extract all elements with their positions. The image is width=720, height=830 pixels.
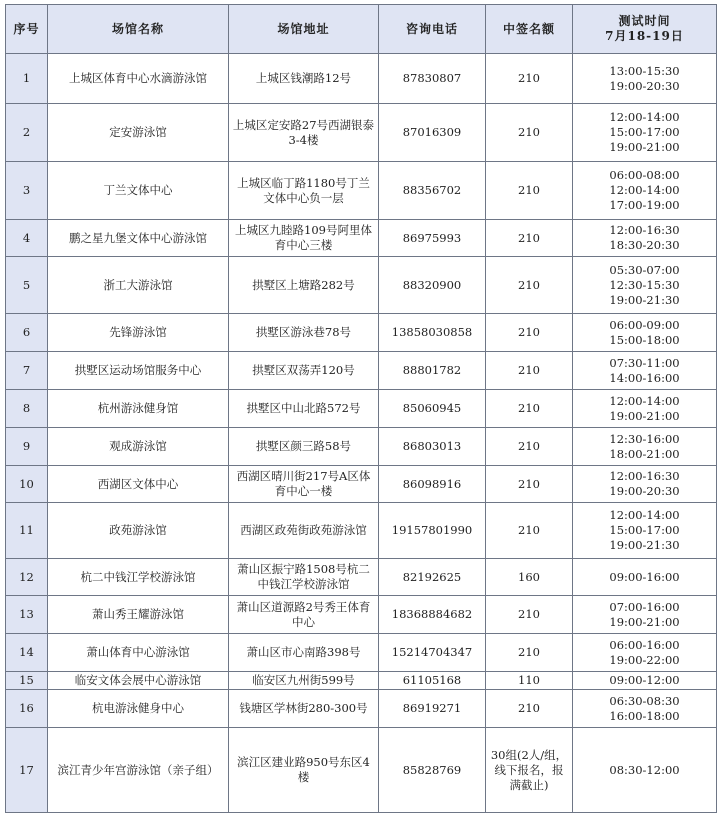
venue-phone: 87830807 bbox=[379, 54, 486, 104]
time-slot: 19:00-21:00 bbox=[609, 408, 680, 423]
venue-name: 萧山体育中心游泳馆 bbox=[48, 634, 229, 672]
time-slot: 15:00-18:00 bbox=[609, 332, 680, 347]
venue-address: 拱墅区中山北路572号 bbox=[229, 390, 379, 428]
time-slot: 09:00-16:00 bbox=[609, 569, 680, 584]
row-number: 12 bbox=[6, 559, 48, 596]
table-row bbox=[6, 466, 717, 503]
table-row bbox=[6, 503, 717, 559]
venue-address: 上城区定安路27号西湖银泰3-4楼 bbox=[229, 104, 379, 162]
test-times bbox=[573, 728, 717, 813]
time-slot: 19:00-22:00 bbox=[609, 652, 680, 667]
time-slot: 18:30-20:30 bbox=[609, 238, 680, 252]
row-number: 3 bbox=[6, 162, 48, 220]
header-test-time bbox=[573, 5, 717, 54]
venue-quota: 30组(2人/组，线下报名，报满截止) bbox=[486, 728, 573, 813]
venue-quota: 210 bbox=[486, 220, 573, 257]
test-times bbox=[573, 390, 717, 428]
venue-phone: 86098916 bbox=[379, 466, 486, 503]
table-row bbox=[6, 596, 717, 634]
time-slot: 05:30-07:00 bbox=[609, 262, 680, 277]
venue-name: 西湖区文体中心 bbox=[48, 466, 229, 503]
venue-name: 观成游泳馆 bbox=[48, 428, 229, 466]
venue-quota: 210 bbox=[486, 596, 573, 634]
table-row bbox=[6, 54, 717, 104]
venue-name: 上城区体育中心水滴游泳馆 bbox=[48, 54, 229, 104]
venue-quota: 210 bbox=[486, 634, 573, 672]
venue-quota: 210 bbox=[486, 503, 573, 559]
venue-quota: 210 bbox=[486, 104, 573, 162]
time-slot: 07:00-16:00 bbox=[609, 599, 680, 614]
test-times bbox=[573, 559, 717, 596]
row-number: 10 bbox=[6, 466, 48, 503]
venue-quota: 210 bbox=[486, 314, 573, 352]
test-times bbox=[573, 634, 717, 672]
table-row bbox=[6, 672, 717, 690]
venue-address: 拱墅区上塘路282号 bbox=[229, 257, 379, 314]
time-slot: 06:00-08:00 bbox=[609, 168, 680, 182]
time-slot: 09:00-12:00 bbox=[609, 673, 680, 687]
test-times bbox=[573, 690, 717, 728]
test-times bbox=[573, 314, 717, 352]
header-test-date: 7月18-19日 bbox=[605, 29, 684, 43]
venue-name: 政苑游泳馆 bbox=[48, 503, 229, 559]
time-slot: 12:30-16:00 bbox=[609, 431, 680, 446]
venue-phone: 13858030858 bbox=[379, 314, 486, 352]
venue-name: 先锋游泳馆 bbox=[48, 314, 229, 352]
venue-name: 拱墅区运动场馆服务中心 bbox=[48, 352, 229, 390]
header-venue-address: 场馆地址 bbox=[229, 5, 379, 54]
time-slot: 19:00-21:30 bbox=[609, 538, 680, 552]
venue-address: 拱墅区游泳巷78号 bbox=[229, 314, 379, 352]
row-number: 17 bbox=[6, 728, 48, 813]
row-number: 5 bbox=[6, 257, 48, 314]
venue-phone: 86803013 bbox=[379, 428, 486, 466]
table-header-row bbox=[6, 5, 717, 54]
time-slot: 18:00-21:00 bbox=[609, 446, 680, 461]
time-slot: 15:00-17:00 bbox=[609, 523, 680, 537]
row-number: 15 bbox=[6, 672, 48, 690]
venue-name: 萧山秀王耀游泳馆 bbox=[48, 596, 229, 634]
row-number: 11 bbox=[6, 503, 48, 559]
test-times bbox=[573, 466, 717, 503]
test-times bbox=[573, 428, 717, 466]
venue-address: 拱墅区双荡弄120号 bbox=[229, 352, 379, 390]
test-times bbox=[573, 503, 717, 559]
test-times bbox=[573, 162, 717, 220]
time-slot: 16:00-18:00 bbox=[609, 708, 680, 723]
time-slot: 14:00-16:00 bbox=[609, 370, 680, 385]
venue-address: 西湖区晴川街217号A区体育中心一楼 bbox=[229, 466, 379, 503]
table-row bbox=[6, 390, 717, 428]
time-slot: 12:00-16:30 bbox=[609, 223, 680, 237]
venue-address: 滨江区建业路950号东区4楼 bbox=[229, 728, 379, 813]
table-row bbox=[6, 352, 717, 390]
venue-quota: 110 bbox=[486, 672, 573, 690]
table-row bbox=[6, 559, 717, 596]
row-number: 6 bbox=[6, 314, 48, 352]
table-body bbox=[6, 54, 717, 813]
test-times bbox=[573, 220, 717, 257]
test-times bbox=[573, 672, 717, 690]
venue-quota: 210 bbox=[486, 257, 573, 314]
time-slot: 12:00-14:00 bbox=[609, 393, 680, 408]
header-test-time-label: 测试时间 bbox=[618, 14, 671, 28]
venue-phone: 88320900 bbox=[379, 257, 486, 314]
table-row bbox=[6, 728, 717, 813]
venue-address: 临安区九州街599号 bbox=[229, 672, 379, 690]
row-number: 8 bbox=[6, 390, 48, 428]
table-row bbox=[6, 257, 717, 314]
time-slot: 19:00-21:00 bbox=[609, 614, 680, 629]
row-number: 4 bbox=[6, 220, 48, 257]
venue-name: 丁兰文体中心 bbox=[48, 162, 229, 220]
venue-quota: 210 bbox=[486, 162, 573, 220]
venue-address: 钱塘区学林街280-300号 bbox=[229, 690, 379, 728]
venue-phone: 18368884682 bbox=[379, 596, 486, 634]
row-number: 7 bbox=[6, 352, 48, 390]
venue-phone: 61105168 bbox=[379, 672, 486, 690]
time-slot: 19:00-20:30 bbox=[609, 484, 680, 498]
venue-address: 拱墅区颜三路58号 bbox=[229, 428, 379, 466]
venue-address: 萧山区道源路2号秀王体育中心 bbox=[229, 596, 379, 634]
time-slot: 12:00-14:00 bbox=[609, 183, 680, 197]
venue-phone: 85060945 bbox=[379, 390, 486, 428]
venue-phone: 86975993 bbox=[379, 220, 486, 257]
test-times bbox=[573, 352, 717, 390]
table-row bbox=[6, 428, 717, 466]
row-number: 14 bbox=[6, 634, 48, 672]
row-number: 13 bbox=[6, 596, 48, 634]
time-slot: 13:00-15:30 bbox=[609, 63, 680, 78]
test-times bbox=[573, 54, 717, 104]
venue-address: 西湖区政苑街政苑游泳馆 bbox=[229, 503, 379, 559]
test-times bbox=[573, 596, 717, 634]
time-slot: 12:00-14:00 bbox=[609, 508, 680, 522]
venue-phone: 87016309 bbox=[379, 104, 486, 162]
time-slot: 06:30-08:30 bbox=[609, 693, 680, 708]
venue-quota: 210 bbox=[486, 54, 573, 104]
time-slot: 06:00-09:00 bbox=[609, 317, 680, 332]
table-row bbox=[6, 634, 717, 672]
table-row bbox=[6, 104, 717, 162]
header-phone: 咨询电话 bbox=[379, 5, 486, 54]
time-slot: 12:30-15:30 bbox=[609, 277, 680, 292]
venue-address: 萧山区市心南路398号 bbox=[229, 634, 379, 672]
time-slot: 17:00-19:00 bbox=[609, 198, 680, 212]
time-slot: 08:30-12:00 bbox=[609, 762, 680, 777]
test-times bbox=[573, 104, 717, 162]
time-slot: 19:00-21:00 bbox=[609, 140, 680, 154]
venue-address: 上城区临丁路1180号丁兰文体中心负一层 bbox=[229, 162, 379, 220]
venue-address: 上城区九睦路109号阿里体育中心三楼 bbox=[229, 220, 379, 257]
time-slot: 12:00-16:30 bbox=[609, 469, 680, 483]
venue-name: 杭电游泳健身中心 bbox=[48, 690, 229, 728]
venue-name: 杭二中钱江学校游泳馆 bbox=[48, 559, 229, 596]
row-number: 2 bbox=[6, 104, 48, 162]
table-row bbox=[6, 162, 717, 220]
venue-name: 浙工大游泳馆 bbox=[48, 257, 229, 314]
venue-phone: 15214704347 bbox=[379, 634, 486, 672]
row-number: 9 bbox=[6, 428, 48, 466]
time-slot: 12:00-14:00 bbox=[609, 110, 680, 124]
venue-quota: 210 bbox=[486, 466, 573, 503]
time-slot: 19:00-20:30 bbox=[609, 78, 680, 93]
venue-name: 杭州游泳健身馆 bbox=[48, 390, 229, 428]
venue-phone: 88356702 bbox=[379, 162, 486, 220]
time-slot: 15:00-17:00 bbox=[609, 125, 680, 139]
pool-schedule-table bbox=[5, 4, 717, 813]
venue-quota: 210 bbox=[486, 352, 573, 390]
venue-name: 定安游泳馆 bbox=[48, 104, 229, 162]
venue-phone: 19157801990 bbox=[379, 503, 486, 559]
row-number: 16 bbox=[6, 690, 48, 728]
table-row bbox=[6, 314, 717, 352]
time-slot: 07:30-11:00 bbox=[609, 355, 680, 370]
test-times bbox=[573, 257, 717, 314]
header-quota: 中签名额 bbox=[486, 5, 573, 54]
venue-quota: 210 bbox=[486, 428, 573, 466]
venue-quota: 160 bbox=[486, 559, 573, 596]
venue-phone: 85828769 bbox=[379, 728, 486, 813]
venue-phone: 86919271 bbox=[379, 690, 486, 728]
venue-address: 萧山区振宁路1508号杭二中钱江学校游泳馆 bbox=[229, 559, 379, 596]
venue-address: 上城区钱潮路12号 bbox=[229, 54, 379, 104]
table-row bbox=[6, 220, 717, 257]
venue-name: 临安文体会展中心游泳馆 bbox=[48, 672, 229, 690]
table-row bbox=[6, 690, 717, 728]
venue-phone: 88801782 bbox=[379, 352, 486, 390]
venue-phone: 82192625 bbox=[379, 559, 486, 596]
time-slot: 06:00-16:00 bbox=[609, 637, 680, 652]
header-no: 序号 bbox=[6, 5, 48, 54]
time-slot: 19:00-21:30 bbox=[609, 292, 680, 307]
venue-name: 鹏之星九堡文体中心游泳馆 bbox=[48, 220, 229, 257]
venue-quota: 210 bbox=[486, 690, 573, 728]
venue-quota: 210 bbox=[486, 390, 573, 428]
header-venue-name: 场馆名称 bbox=[48, 5, 229, 54]
row-number: 1 bbox=[6, 54, 48, 104]
venue-name: 滨江青少年宫游泳馆（亲子组） bbox=[48, 728, 229, 813]
